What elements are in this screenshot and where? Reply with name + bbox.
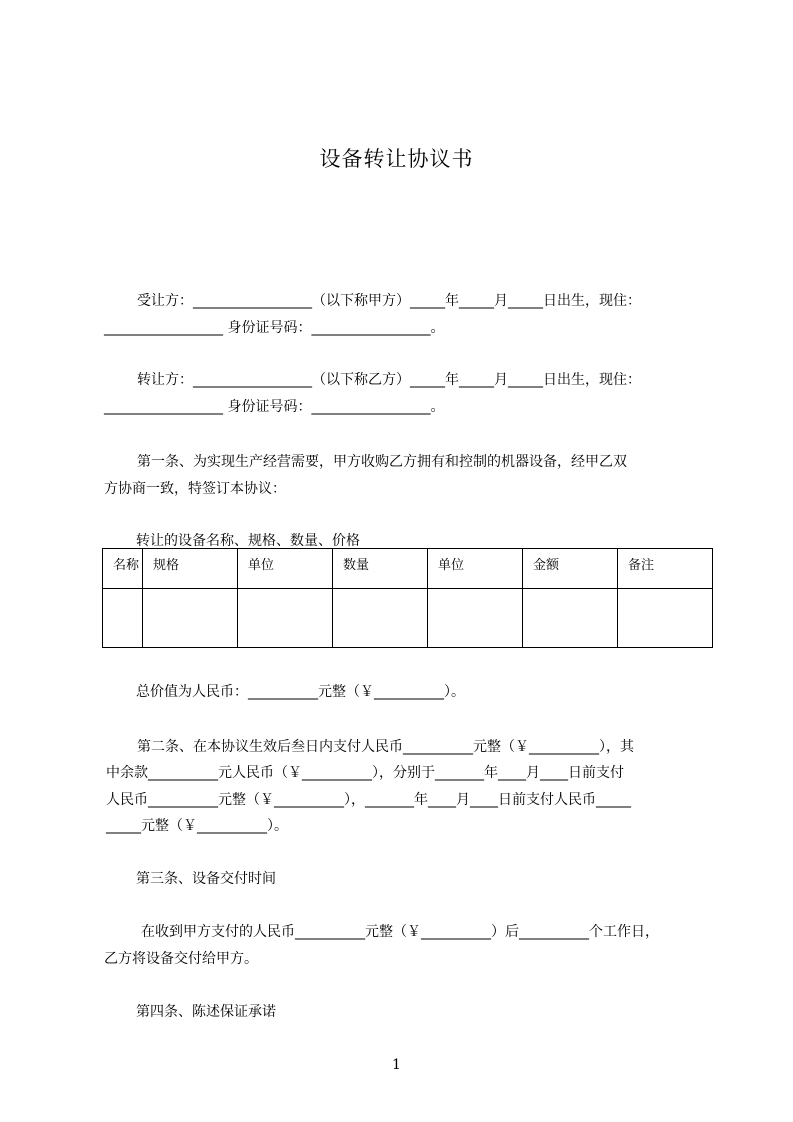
table-cell[interactable] <box>103 589 143 648</box>
header-amount: 金额 <box>523 549 618 589</box>
header-name: 名称 <box>103 549 143 589</box>
total-value: 总价值为人民币：__________元整（￥__________）。 <box>136 684 465 700</box>
table-cell[interactable] <box>143 589 238 648</box>
header-unit-price: 单位 <box>428 549 523 589</box>
article-1-line-2: 方协商一致，特签订本协议： <box>104 481 286 497</box>
party-a-line-2: _________________ 身份证号码：_________________。 <box>104 320 445 336</box>
header-remarks: 备注 <box>618 549 713 589</box>
header-unit: 单位 <box>238 549 333 589</box>
table-row <box>103 589 713 648</box>
article-3-line-2: 乙方将设备交付给甲方。 <box>104 951 258 967</box>
article-3-heading: 第三条、设备交付时间 <box>136 871 276 887</box>
page-number: 1 <box>392 1057 401 1073</box>
article-2-line-3: 人民币__________元整（￥__________），_______年____月____日前支付人民币_____ <box>106 792 631 808</box>
article-2-line-4: _____元整（￥__________）。 <box>106 818 288 834</box>
party-b-line-2: _________________ 身份证号码：_________________。 <box>104 399 445 415</box>
table-cell[interactable] <box>238 589 333 648</box>
table-caption: 转让的设备名称、规格、数量、价格 <box>136 533 360 549</box>
table-cell[interactable] <box>428 589 523 648</box>
article-2-line-2: 中余款__________元人民币（￥__________），分别于_______年____月____日前支付 <box>106 765 624 781</box>
header-spec: 规格 <box>143 549 238 589</box>
table-header-row <box>103 549 713 589</box>
equipment-table <box>102 548 713 648</box>
table-cell[interactable] <box>618 589 713 648</box>
table-cell[interactable] <box>333 589 428 648</box>
table-cell[interactable] <box>523 589 618 648</box>
header-quantity: 数量 <box>333 549 428 589</box>
article-3-line-1: 在收到甲方支付的人民币__________元整（￥__________）后__________个工作日， <box>141 924 659 940</box>
article-4-heading: 第四条、陈述保证承诺 <box>136 1004 276 1020</box>
document-title: 设备转让协议书 <box>319 147 474 171</box>
party-b-line-1: 转让方：_________________（以下称乙方）_____年_____月_____日出生，现住： <box>137 372 641 388</box>
article-2-line-1: 第二条、在本协议生效后叁日内支付人民币__________元整（￥__________），其 <box>137 739 634 755</box>
article-1-line-1: 第一条、为实现生产经营需要，甲方收购乙方拥有和控制的机器设备，经甲乙双 <box>137 454 627 470</box>
party-a-line-1: 受让方：_________________（以下称甲方）_____年_____月_____日出生，现住： <box>137 293 641 309</box>
